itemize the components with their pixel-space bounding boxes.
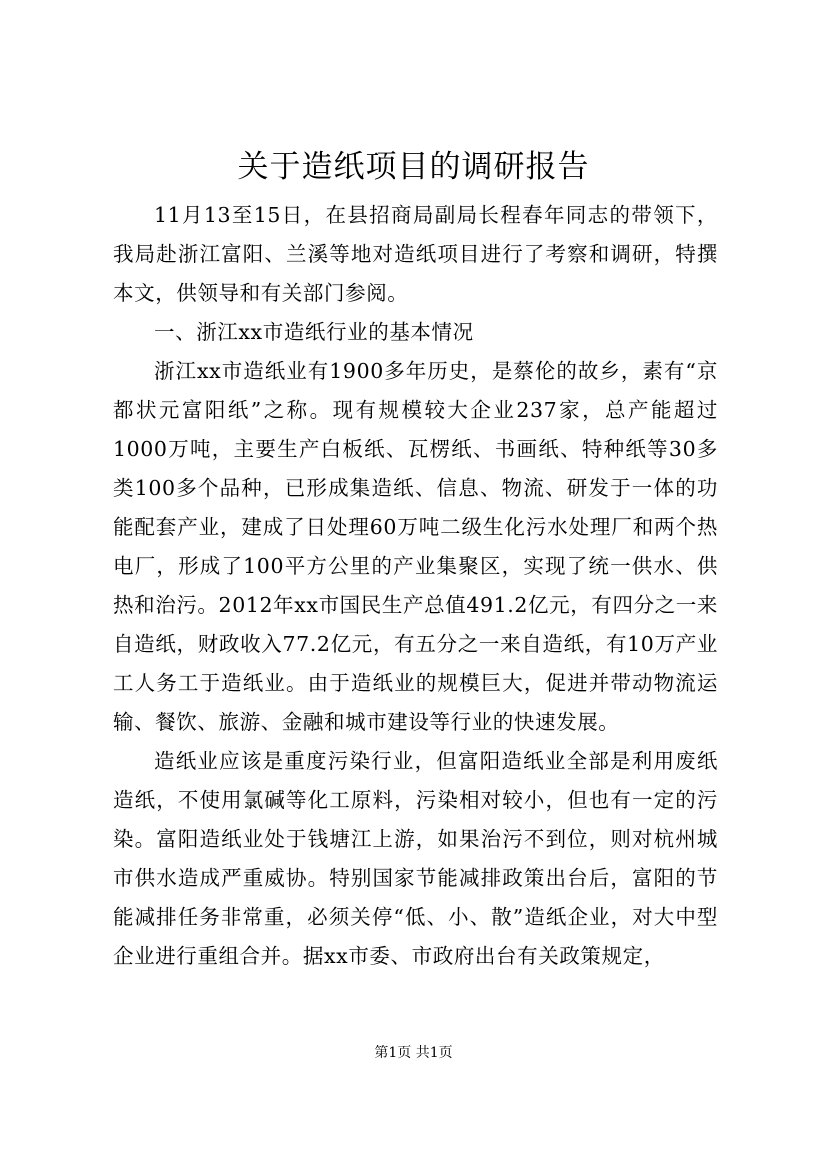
paragraph-industry-overview: 浙江xx市造纸业有1900多年历史，是蔡伦的故乡，素有“京都状元富阳纸”之称。现有规模较大企业237家，总产能超过1000万吨，主要生产白板纸、瓦楞纸、书画纸、特种纸等30多类100多个品种，已形成集造纸、信息、物流、研发于一体的功能配套产业，建成了日处理60万吨二级生化污水处理厂和两个热电厂，形成了100平方公里的产业集聚区，实现了统一供水、供热和治污。2012年xx市国民生产总值491.2亿元，有四分之一来自造纸，财政收入77.2亿元，有五分之一来自造纸，有10万产业工人务工于造纸业。由于造纸业的规模巨大，促进并带动物流运输、餐饮、旅游、金融和城市建设等行业的快速发展。 [113, 359, 718, 734]
section-heading: 一、浙江xx市造纸行业的基本情况 [154, 320, 474, 344]
document-title: 关于造纸项目的调研报告 [237, 149, 590, 185]
paragraph-intro: 11月13至15日，在县招商局副局长程春年同志的带领下，我局赴浙江富阳、兰溪等地对造纸项目进行了考察和调研，特撰本文，供领导和有关部门参阅。 [113, 203, 718, 305]
document-body [113, 196, 718, 976]
paragraph-pollution: 造纸业应该是重度污染行业，但富阳造纸业全部是利用废纸造纸，不使用氯碱等化工原料，污染相对较小，但也有一定的污染。富阳造纸业处于钱塘江上游，如果治污不到位，则对杭州城市供水造成严重威协。特别国家节能减排政策出台后，富阳的节能减排任务非常重，必须关停“低、小、散”造纸企业，对大中型企业进行重组合并。据xx市委、市政府出台有关政策规定， [113, 749, 718, 968]
page-footer: 第1页 共1页 [374, 1045, 453, 1061]
